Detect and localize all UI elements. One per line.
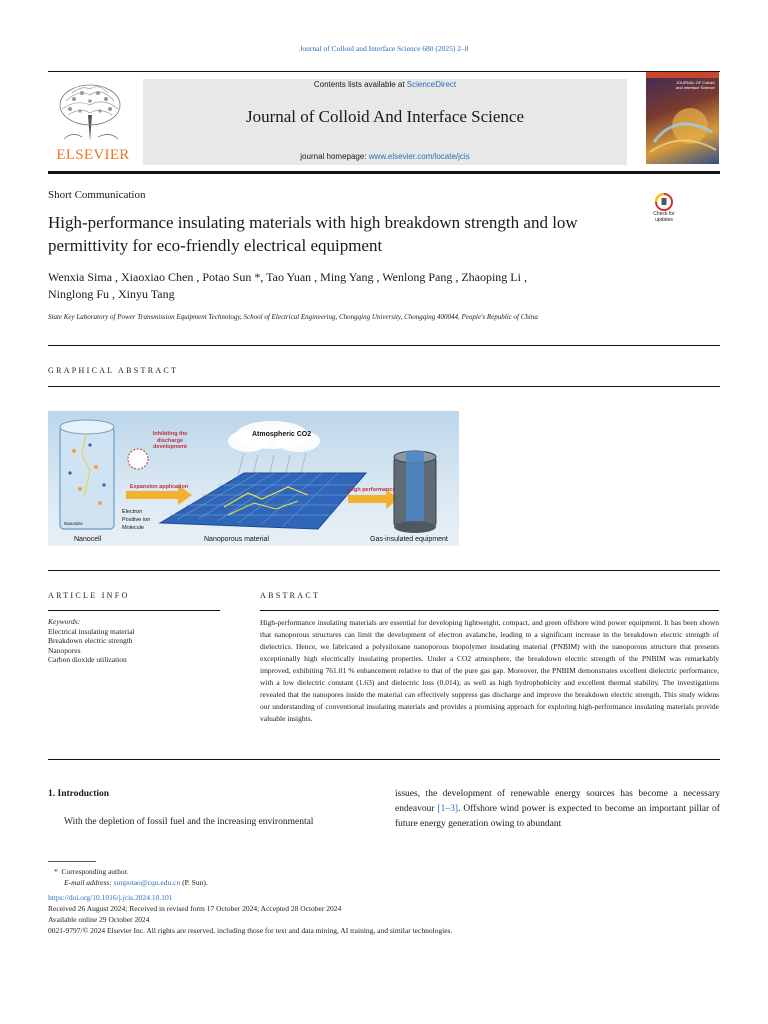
publisher-wordmark: ELSEVIER <box>56 147 130 163</box>
email-line <box>48 877 648 888</box>
email-link[interactable]: sunpotao@cqu.edu.cn <box>113 878 181 887</box>
intro-left-column: With the depletion of fossil fuel and the increasing environmental <box>64 817 314 827</box>
masthead-bottom-rule <box>48 171 720 174</box>
affiliation-rule <box>48 345 720 346</box>
label-high-performance: High performance <box>348 487 396 493</box>
corresponding-label: Corresponding author. <box>61 867 129 876</box>
label-inhibiting: Inhibiting the discharge development <box>152 431 188 450</box>
article-title: High-performance insulating materials with high breakdown strength and low permittivity for eco-friendly electrical equipment <box>48 213 578 255</box>
ga-bottom-rule <box>48 570 720 571</box>
check-updates-icon <box>646 192 682 212</box>
keyword-item[interactable]: Breakdown electric strength <box>48 636 133 645</box>
citation-link[interactable]: [1–3] <box>437 804 459 814</box>
keywords-label: Keywords: <box>48 617 81 626</box>
keyword-item[interactable]: Carbon dioxide utilization <box>48 655 127 664</box>
journal-masthead <box>143 79 627 165</box>
keyword-item[interactable]: Electrical insulating material <box>48 626 135 636</box>
footnote-block <box>48 866 648 936</box>
authors-line-2[interactable]: Ninglong Fu , Xinyu Tang <box>48 287 175 301</box>
abstract-body: High-performance insulating materials are essential for developing lightweight, compact, and green offshore wind power equipment. It has been shown that nanoporous structures can limit the development of electron avalanche, leading to a significant increase in the breakdown electric strength of dielectrics. Hence, we fabricated a polysiloxane nanoporous biopolymer insulating material (PNBIM) with the nanoporous structure that presents exceptionally high electrically insulating properties. Under a CO2 atmosphere, the breakdown electric strength of the PNBIM was remarkably improved, exhibiting 761.01 % enhancement relative to that of the pure gas gap. Moreover, the PNBIM demonstrates excellent dielectric performance, with a low dielectric constant (1.63) and dielectric loss (0.014), as well as high hydrophobicity and excellent thermal stability. The investigations revealed that the nanopores inside the material can effectively suppress gas discharge and improve the breakdown electric strength. This study widens our understanding of conventional insulating materials and provides a promising approach for exploring high-performance insulating materials provide valuable insights. <box>260 618 719 723</box>
elsevier-logo[interactable] <box>48 77 138 165</box>
abstract-rule <box>260 610 719 611</box>
article-info-heading: ARTICLE INFO <box>48 591 130 600</box>
keywords-block <box>48 617 220 665</box>
doi-link[interactable]: https://doi.org/10.1016/j.jcis.2024.10.101 <box>48 893 173 902</box>
journal-title: Journal of Colloid And Interface Science <box>245 107 525 126</box>
cover-title: JOURNAL OF Colloid and Interface Science <box>676 80 715 90</box>
label-nanocell: Nanocell <box>74 536 102 543</box>
header-top-rule <box>48 71 720 72</box>
check-updates-label: Check for updates <box>653 211 675 223</box>
affiliation: State Key Laboratory of Power Transmission Equipment Technology, School of Electrical Engineering, Chongqing University, Chongqing 400044, People's Republic of China <box>48 313 538 321</box>
journal-homepage-link[interactable]: www.elsevier.com/locate/jcis <box>368 152 470 161</box>
introduction-heading: 1. Introduction <box>48 789 110 799</box>
article-info-rule <box>48 610 220 611</box>
authors-line-1[interactable]: Wenxia Sima , Xiaoxiao Chen , Potao Sun *, Tao Yuan , Ming Yang , Wenlong Pang , Zhaoping Li , <box>48 270 527 284</box>
graphical-abstract-rule <box>48 386 720 387</box>
intro-right-text-a: issues, the development of renewable energy sources has become a necessary endeavour <box>395 789 720 814</box>
online-date: Available online 29 October 2024 <box>48 915 150 924</box>
abstract-bottom-rule <box>48 759 720 760</box>
label-atmospheric-co2: Atmospheric CO2 <box>252 431 312 438</box>
abstract-heading: ABSTRACT <box>260 591 321 600</box>
author-list <box>48 269 648 303</box>
graphical-abstract-heading: GRAPHICAL ABSTRACT <box>48 366 179 375</box>
corresponding-note <box>48 866 648 877</box>
email-label: E-mail address: <box>64 878 114 887</box>
legend-electron: Electron <box>122 509 143 515</box>
received-dates: Received 26 August 2024; Received in revised form 17 October 2024; Accepted 28 October 2024 <box>48 904 342 913</box>
label-gas-insulated-equipment: Gas-insulated equipment <box>370 536 448 543</box>
asterisk-icon: * <box>54 867 62 876</box>
legend-positive-ion: Positive ion <box>122 517 151 523</box>
elsevier-tree-icon <box>52 81 128 143</box>
graphical-abstract-figure[interactable] <box>48 411 459 546</box>
label-nanoporous-material: Nanoporous material <box>204 536 269 543</box>
keyword-item[interactable]: Nanopores <box>48 645 81 655</box>
intro-right-text-b: . Offshore wind power is expected to become an important pillar of future energy generation owing to abundant <box>395 804 720 829</box>
homepage-prefix: journal homepage: <box>300 152 369 161</box>
article-type: Short Communication <box>48 189 146 201</box>
label-expansion: Expansion application <box>129 484 189 490</box>
contents-prefix: Contents lists available at <box>313 80 407 89</box>
journal-reference[interactable]: Journal of Colloid and Interface Science 680 (2025) 2–8 <box>299 44 469 53</box>
copyright: 0021-9797/© 2024 Elsevier Inc. All rights are reserved, including those for text and data mining, AI training, and similar technologies. <box>48 926 453 935</box>
check-for-updates-badge[interactable] <box>646 192 682 228</box>
intro-right-column <box>395 787 720 832</box>
homepage-line <box>143 152 627 161</box>
contents-line <box>143 80 627 89</box>
footnote-rule <box>48 861 96 862</box>
label-nanosize: Nanosize <box>64 521 83 526</box>
legend-molecule: Molecule <box>122 525 145 531</box>
sciencedirect-link[interactable]: ScienceDirect <box>406 80 457 89</box>
journal-cover-image[interactable] <box>646 72 719 164</box>
email-suffix: (P. Sun). <box>180 878 208 887</box>
